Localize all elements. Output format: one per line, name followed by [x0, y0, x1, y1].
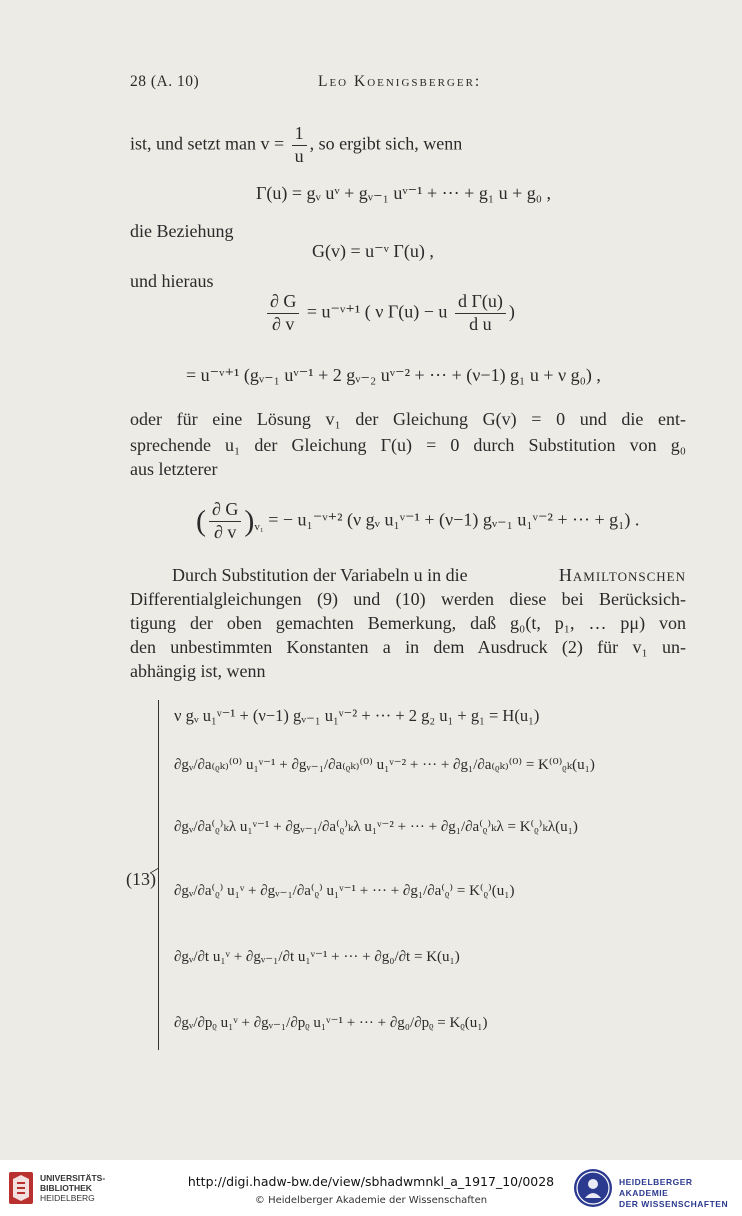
text-line — [130, 124, 462, 167]
math-span: = − u₁⁻ᵛ⁺² (ν gᵥ u₁ᵛ⁻¹ + (ν−1) gᵥ₋₁ u₁ᵛ⁻² + ··· + g₁) . — [268, 509, 640, 530]
logo-line: BIBLIOTHEK — [40, 1183, 92, 1193]
copyright-text: © Heidelberger Akademie der Wissenschaften — [254, 1195, 488, 1206]
frac-den: ∂ v — [214, 521, 237, 542]
academy-logo-text — [619, 1177, 742, 1210]
system-row: ∂gᵥ/∂a⁽ᵨ⁾ u₁ᵛ + ∂gᵥ₋₁/∂a⁽ᵨ⁾ u₁ᵛ⁻¹ + ··· + ∂g₁/∂a⁽ᵨ⁾ = K⁽ᵨ⁾(u₁) — [174, 883, 515, 899]
text-line: die Beziehung — [130, 221, 234, 241]
paragraph-line: abhängig ist, wenn — [130, 661, 266, 681]
logo-line: UNIVERSITÄTS- — [40, 1173, 106, 1183]
fraction — [267, 292, 299, 335]
equation-dG-v1 — [196, 500, 639, 543]
frac-num: ∂ G — [209, 500, 241, 522]
frac-num: d Γ(u) — [455, 292, 506, 314]
system-row: ∂gᵥ/∂pᵨ u₁ᵛ + ∂gᵥ₋₁/∂pᵨ u₁ᵛ⁻¹ + ··· + ∂g₀/∂pᵨ = Kᵨ(u₁) — [174, 1015, 488, 1031]
fraction — [292, 124, 307, 167]
equation-dG-expanded: = u⁻ᵛ⁺¹ (gᵥ₋₁ uᵛ⁻¹ + 2 gᵥ₋₂ uᵛ⁻² + ··· + (ν−1) g₁ u + ν g₀) , — [186, 365, 601, 385]
math-span: = u⁻ᵛ⁺¹ ( ν Γ(u) − u — [306, 301, 448, 322]
paren-open: ( — [196, 504, 206, 538]
paragraph-line: sprechende u₁ der Gleichung Γ(u) = 0 durch Substitution von g₀ — [130, 435, 686, 455]
paragraph-line: tigung der oben gemachten Bemerkung, daß g₀(t, p₁, … pμ) von — [130, 613, 686, 633]
permalink-url[interactable]: http://digi.hadw-bw.de/view/sbhadwmnkl_a_1917_10/0028 — [187, 1174, 555, 1189]
frac-den: d u — [469, 313, 492, 334]
logo-line: DER WISSENSCHAFTEN — [619, 1199, 729, 1209]
paragraph-line: aus letzterer — [130, 459, 218, 479]
system-brace — [158, 700, 167, 1050]
math-span: ) — [508, 301, 515, 322]
page-number: 28 (A. 10) — [130, 73, 200, 90]
paragraph-line: oder für eine Lösung v₁ der Gleichung G(v) = 0 und die ent- — [130, 409, 686, 429]
math-span: v = — [260, 133, 285, 154]
text-span: , so ergibt sich, wenn — [309, 133, 463, 154]
system-row: ν gᵥ u₁ᵛ⁻¹ + (ν−1) gᵥ₋₁ u₁ᵛ⁻² + ··· + 2 g₂ u₁ + g₁ = H(u₁) — [174, 706, 540, 725]
system-row: ∂gᵥ/∂a₍ᵨₖ₎⁽⁰⁾ u₁ᵛ⁻¹ + ∂gᵥ₋₁/∂a₍ᵨₖ₎⁽⁰⁾ u₁ᵛ⁻² + ··· + ∂g₁/∂a₍ᵨₖ₎⁽⁰⁾ = K⁽⁰⁾ᵨₖ(u₁) — [174, 757, 595, 773]
fraction — [209, 500, 241, 543]
text-span: Durch Substitution der Variabeln u in die — [172, 565, 468, 585]
system-row: ∂gᵥ/∂a⁽ᵨ⁾ₖλ u₁ᵛ⁻¹ + ∂gᵥ₋₁/∂a⁽ᵨ⁾ₖλ u₁ᵛ⁻² + ··· + ∂g₁/∂a⁽ᵨ⁾ₖλ = K⁽ᵨ⁾ₖλ(u₁) — [174, 819, 578, 835]
small-caps-name: Hamiltonschen — [558, 565, 686, 585]
equation-dG — [264, 292, 515, 335]
academy-seal-icon — [574, 1169, 612, 1207]
logo-line: HEIDELBERG — [40, 1193, 95, 1203]
equation-G: G(v) = u⁻ᵛ Γ(u) , — [312, 241, 434, 261]
subscript: v₁ — [254, 521, 264, 534]
frac-num: ∂ G — [267, 292, 299, 314]
frac-den: ∂ v — [272, 313, 295, 334]
paragraph-line — [172, 566, 686, 584]
paragraph-line: Differentialgleichungen (9) und (10) werden diese bei Berücksich- — [130, 589, 686, 609]
equation-gamma: Γ(u) = gᵥ uᵛ + gᵥ₋₁ uᵛ⁻¹ + ··· + g₁ u + g₀ , — [256, 183, 552, 203]
system-row: ∂gᵥ/∂t u₁ᵛ + ∂gᵥ₋₁/∂t u₁ᵛ⁻¹ + ··· + ∂g₀/∂t = K(u₁) — [174, 949, 460, 965]
fraction — [455, 292, 506, 335]
logo-line: HEIDELBERGER AKADEMIE — [619, 1177, 693, 1198]
equation-label: (13) — [126, 869, 156, 889]
running-head-author: Leo Koenigsberger: — [318, 73, 482, 90]
text-span: ist, und setzt man — [130, 133, 256, 154]
frac-den: u — [294, 145, 304, 166]
text-line: und hieraus — [130, 271, 214, 291]
frac-num: 1 — [292, 124, 307, 146]
footer-bar — [0, 1160, 742, 1216]
paren-close: ) — [244, 504, 255, 538]
paragraph-line: den unbestimmten Konstanten a in dem Ausdruck (2) für v₁ un- — [130, 637, 686, 657]
